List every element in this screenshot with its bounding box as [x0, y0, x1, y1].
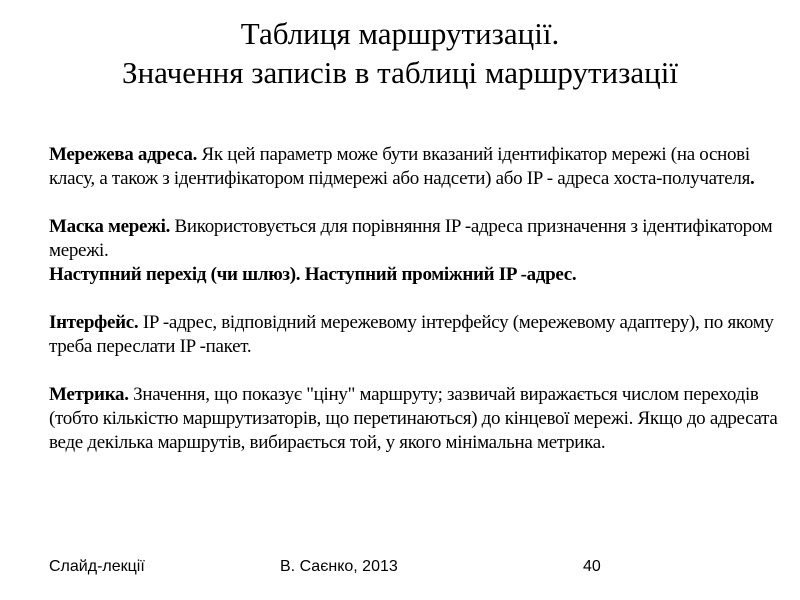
metric-text: Значення, що показує "ціну" маршруту; зазвичай виражається числом переходів (тобто кількістю маршрутизаторів, що перетинаються) до кінцевої мережі. Якщо до адресата веде декілька маршрутів, вибирається той, у якого мінімальна метрика.: [49, 384, 778, 453]
footer-author: В. Саєнко, 2013: [280, 558, 398, 575]
spacer: [49, 287, 779, 311]
spacer: [49, 191, 779, 215]
interface-text: IP -адрес, відповідний мережевому інтерфейсу (мережевому адаптеру), по якому треба переслати IP -пакет.: [49, 312, 774, 357]
network-mask-text: Використовується для порівняння IP -адреса призначення з ідентифікатором мережі.: [49, 216, 773, 261]
slide-title-line1: Таблиця маршрутизації.: [240, 16, 560, 51]
footer-lecture-label: Слайд-лекції: [49, 558, 145, 575]
next-hop-paragraph: Наступний перехід (чи шлюз). Наступний проміжний IP -адрес.: [49, 264, 577, 285]
slide-body: [49, 143, 779, 455]
metric-term: Метрика.: [49, 384, 129, 405]
network-mask-term: Маска мережі.: [49, 216, 171, 237]
network-address-paragraph: [49, 143, 779, 191]
spacer: [49, 359, 779, 383]
footer-page-number: 40: [583, 558, 601, 575]
metric-paragraph: [49, 383, 779, 455]
interface-paragraph: [49, 311, 779, 359]
network-address-text: Як цей параметр може бути вказаний ідентифікатор мережі (на основі класу, а також з ідентифікатором підмережі або надсети) або IP - адреса хоста-получателя: [49, 144, 751, 189]
interface-term: Інтерфейс.: [49, 312, 139, 333]
network-address-end: .: [750, 168, 755, 189]
slide-title-line2: Значення записів в таблиці маршрутизації: [122, 55, 678, 90]
network-mask-paragraph: [49, 215, 779, 263]
network-address-term: Мережева адреса.: [49, 144, 198, 165]
